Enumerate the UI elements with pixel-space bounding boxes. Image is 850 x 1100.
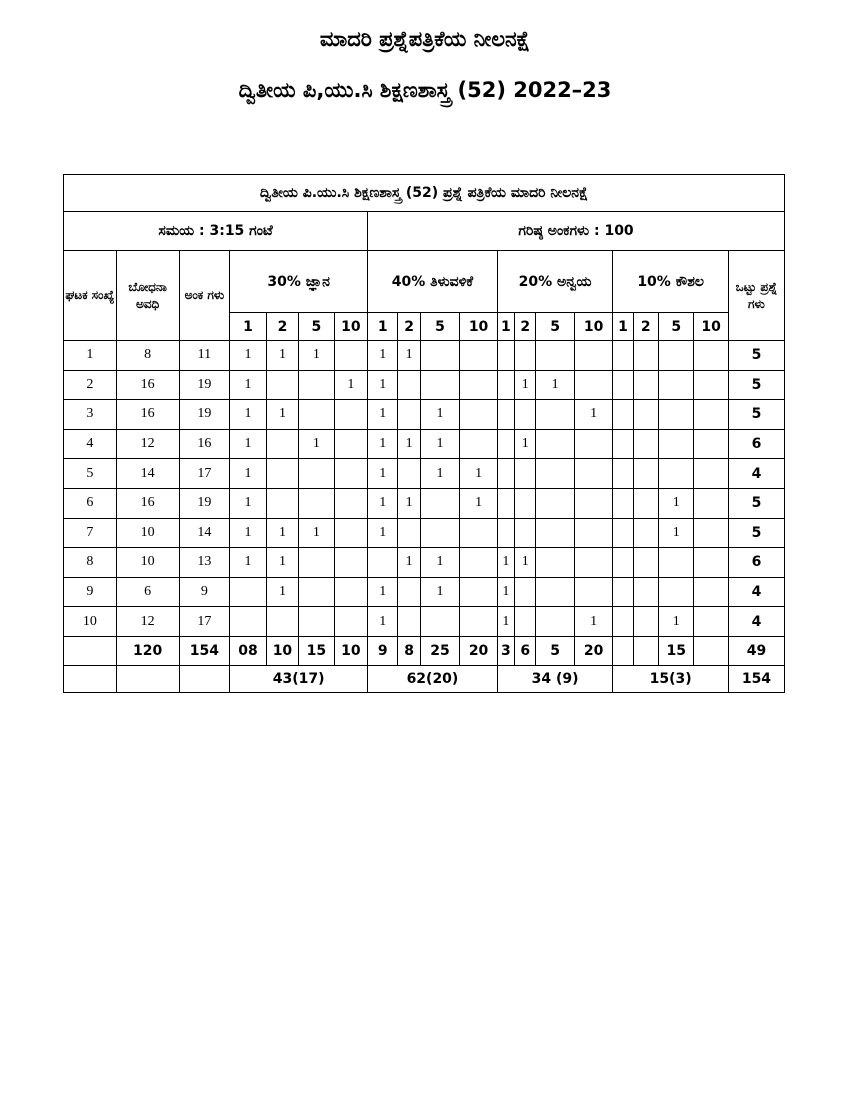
- table-cell: 10: [64, 607, 117, 637]
- table-cell: 1: [299, 341, 334, 371]
- table-cell: [633, 429, 658, 459]
- total-cell: 25: [420, 636, 460, 665]
- table-cell: [497, 370, 514, 400]
- table-cell: 17: [179, 607, 230, 637]
- skill-total: 15(3): [613, 665, 729, 692]
- subheader-cell: 2: [515, 313, 536, 341]
- table-cell: 1: [398, 341, 420, 371]
- table-cell: [334, 400, 367, 430]
- table-cell: 1: [334, 370, 367, 400]
- table-cell: 1: [536, 370, 575, 400]
- table-cell: [633, 341, 658, 371]
- table-cell: [398, 577, 420, 607]
- table-cell: 6: [728, 429, 784, 459]
- table-cell: [694, 607, 728, 637]
- table-cell: [694, 518, 728, 548]
- table-cell: [368, 548, 398, 578]
- total-cell: 20: [574, 636, 613, 665]
- table-cell: 9: [64, 577, 117, 607]
- table-cell: 1: [420, 400, 460, 430]
- table-cell: [334, 459, 367, 489]
- table-cell: [460, 518, 498, 548]
- table-cell: 5: [728, 370, 784, 400]
- total-cell: 10: [334, 636, 367, 665]
- table-cell: [536, 548, 575, 578]
- table-cell: 1: [230, 488, 266, 518]
- table-cell: 5: [728, 488, 784, 518]
- table-row: [64, 548, 785, 578]
- table-cell: 1: [574, 607, 613, 637]
- table-cell: [694, 488, 728, 518]
- table-cell: [515, 341, 536, 371]
- subheader-cell: 5: [536, 313, 575, 341]
- table-cell: 1: [515, 548, 536, 578]
- subheader-cell: 10: [334, 313, 367, 341]
- table-row: [64, 607, 785, 637]
- table-cell: 1: [266, 548, 298, 578]
- table-cell: [398, 607, 420, 637]
- table-cell: [299, 488, 334, 518]
- table-cell: 19: [179, 400, 230, 430]
- table-cell: [299, 400, 334, 430]
- table-cell: [515, 400, 536, 430]
- table-cell: 1: [497, 548, 514, 578]
- total-cell: 3: [497, 636, 514, 665]
- empty-cell: [179, 665, 230, 692]
- table-cell: 12: [116, 607, 179, 637]
- total-cell: [613, 636, 633, 665]
- table-cell: 1: [368, 607, 398, 637]
- table-cell: 17: [179, 459, 230, 489]
- table-cell: [574, 577, 613, 607]
- table-cell: [536, 488, 575, 518]
- table-cell: [613, 607, 633, 637]
- table-cell: 1: [230, 400, 266, 430]
- subheader-cell: 2: [398, 313, 420, 341]
- table-cell: [658, 577, 693, 607]
- table-cell: 1: [230, 370, 266, 400]
- table-cell: 1: [266, 518, 298, 548]
- table-cell: [633, 370, 658, 400]
- table-cell: [460, 370, 498, 400]
- table-cell: 1: [658, 488, 693, 518]
- table-row: [64, 488, 785, 518]
- total-cell: [64, 636, 117, 665]
- table-cell: [398, 459, 420, 489]
- table-cell: [515, 607, 536, 637]
- application-total: 34 (9): [497, 665, 613, 692]
- total-cell: 5: [536, 636, 575, 665]
- table-cell: 1: [368, 400, 398, 430]
- subheader-cell: 1: [230, 313, 266, 341]
- total-cell: 49: [728, 636, 784, 665]
- table-cell: [658, 400, 693, 430]
- table-cell: [694, 429, 728, 459]
- table-cell: [334, 488, 367, 518]
- subheader-cell: 10: [574, 313, 613, 341]
- table-cell: [497, 488, 514, 518]
- table-cell: 6: [64, 488, 117, 518]
- subheader-cell: 10: [694, 313, 728, 341]
- table-cell: [420, 370, 460, 400]
- table-cell: 16: [116, 400, 179, 430]
- table-cell: [299, 607, 334, 637]
- table-cell: 1: [230, 341, 266, 371]
- table-cell: 7: [64, 518, 117, 548]
- table-cell: [536, 429, 575, 459]
- table-cell: 4: [728, 459, 784, 489]
- table-cell: 1: [368, 341, 398, 371]
- table-cell: 4: [64, 429, 117, 459]
- table-cell: [497, 459, 514, 489]
- table-cell: 5: [728, 341, 784, 371]
- table-cell: [633, 459, 658, 489]
- table-cell: 8: [64, 548, 117, 578]
- table-cell: [633, 400, 658, 430]
- table-cell: [460, 548, 498, 578]
- table-cell: [460, 577, 498, 607]
- application-group-header: 20% ಅನ್ವಯ: [497, 251, 613, 313]
- table-cell: 1: [368, 370, 398, 400]
- table-cell: [694, 400, 728, 430]
- table-cell: 1: [368, 459, 398, 489]
- table-cell: 1: [64, 341, 117, 371]
- table-cell: [398, 370, 420, 400]
- table-cell: 3: [64, 400, 117, 430]
- table-cell: 1: [398, 429, 420, 459]
- table-cell: [613, 459, 633, 489]
- table-cell: [613, 488, 633, 518]
- table-cell: 14: [116, 459, 179, 489]
- understanding-total: 62(20): [368, 665, 498, 692]
- page-title: ಮಾದರಿ ಪ್ರಶ್ನೆಪತ್ರಿಕೆಯ ನೀಲನಕ್ಷೆ: [319, 27, 531, 51]
- table-cell: [633, 577, 658, 607]
- skill-group-header: 10% ಕೌಶಲ: [613, 251, 729, 313]
- knowledge-total: 43(17): [230, 665, 368, 692]
- table-cell: 10: [116, 548, 179, 578]
- table-cell: [266, 429, 298, 459]
- table-cell: [460, 341, 498, 371]
- table-cell: [536, 341, 575, 371]
- table-cell: 10: [116, 518, 179, 548]
- time-label: ಸಮಯ : 3:15 ಗಂಟೆ: [64, 212, 368, 251]
- table-cell: [694, 577, 728, 607]
- total-cell: 08: [230, 636, 266, 665]
- table-cell: [536, 400, 575, 430]
- table-cell: [398, 518, 420, 548]
- table-cell: 6: [728, 548, 784, 578]
- table-cell: 4: [728, 577, 784, 607]
- table-cell: [613, 548, 633, 578]
- table-cell: [613, 341, 633, 371]
- table-cell: [536, 459, 575, 489]
- table-cell: 1: [266, 577, 298, 607]
- table-cell: [334, 577, 367, 607]
- subheader-cell: 2: [633, 313, 658, 341]
- table-cell: [334, 429, 367, 459]
- total-cell: 10: [266, 636, 298, 665]
- table-cell: [613, 429, 633, 459]
- subheader-cell: 5: [299, 313, 334, 341]
- table-cell: 1: [299, 518, 334, 548]
- table-cell: 1: [420, 577, 460, 607]
- table-cell: [230, 607, 266, 637]
- total-cell: [694, 636, 728, 665]
- table-cell: 1: [658, 518, 693, 548]
- table-cell: 1: [230, 518, 266, 548]
- table-cell: [694, 459, 728, 489]
- total-cell: 9: [368, 636, 398, 665]
- total-cell: 6: [515, 636, 536, 665]
- empty-cell: [64, 665, 117, 692]
- table-row: [64, 370, 785, 400]
- table-cell: 1: [368, 518, 398, 548]
- table-cell: 1: [497, 607, 514, 637]
- table-cell: 1: [230, 548, 266, 578]
- table-cell: [574, 341, 613, 371]
- table-cell: 8: [116, 341, 179, 371]
- table-cell: 12: [116, 429, 179, 459]
- table-cell: [420, 488, 460, 518]
- table-cell: 1: [497, 577, 514, 607]
- table-cell: [299, 459, 334, 489]
- table-cell: 14: [179, 518, 230, 548]
- table-row: [64, 459, 785, 489]
- table-cell: [658, 429, 693, 459]
- table-cell: 13: [179, 548, 230, 578]
- table-cell: [613, 577, 633, 607]
- table-cell: [536, 518, 575, 548]
- table-cell: [694, 548, 728, 578]
- table-cell: 1: [266, 400, 298, 430]
- table-row: [64, 577, 785, 607]
- table-cell: [633, 488, 658, 518]
- table-heading: ದ್ವಿತೀಯ ಪಿ.ಯು.ಸಿ ಶಿಕ್ಷಣಶಾಸ್ತ್ರ (52) ಪ್ರಶ್ನೆ ಪತ್ರಿಕೆಯ ಮಾದರಿ ನೀಲನಕ್ಷೆ: [64, 175, 785, 212]
- table-cell: 1: [266, 341, 298, 371]
- table-cell: [536, 607, 575, 637]
- subheader-cell: 5: [658, 313, 693, 341]
- table-cell: 16: [116, 488, 179, 518]
- table-cell: 1: [299, 429, 334, 459]
- table-cell: [334, 548, 367, 578]
- max-marks-label: ಗರಿಷ್ಠ ಅಂಕಗಳು : 100: [368, 212, 785, 251]
- table-cell: [266, 607, 298, 637]
- table-cell: [460, 429, 498, 459]
- table-cell: [334, 607, 367, 637]
- table-cell: [658, 370, 693, 400]
- table-cell: [633, 548, 658, 578]
- table-cell: 11: [179, 341, 230, 371]
- subheader-cell: 1: [613, 313, 633, 341]
- table-cell: [633, 607, 658, 637]
- table-cell: 5: [728, 400, 784, 430]
- table-cell: 1: [460, 488, 498, 518]
- total-cell: 120: [116, 636, 179, 665]
- table-cell: 6: [116, 577, 179, 607]
- table-cell: 2: [64, 370, 117, 400]
- table-cell: [515, 518, 536, 548]
- subheader-cell: 2: [266, 313, 298, 341]
- table-cell: [334, 518, 367, 548]
- table-cell: [574, 370, 613, 400]
- table-cell: [497, 341, 514, 371]
- table-row: [64, 429, 785, 459]
- table-cell: 1: [230, 429, 266, 459]
- table-cell: 1: [658, 607, 693, 637]
- table-cell: [574, 488, 613, 518]
- table-cell: 1: [398, 488, 420, 518]
- table-cell: [299, 577, 334, 607]
- total-cell: [633, 636, 658, 665]
- marks-header: ಅಂಕ ಗಳು: [179, 251, 230, 341]
- table-cell: [334, 341, 367, 371]
- total-cell: 15: [658, 636, 693, 665]
- table-cell: [574, 429, 613, 459]
- table-cell: [694, 341, 728, 371]
- table-cell: [574, 459, 613, 489]
- table-cell: [497, 518, 514, 548]
- total-cell: 15: [299, 636, 334, 665]
- knowledge-group-header: 30% ಜ್ಞಾನ: [230, 251, 368, 313]
- table-cell: [460, 607, 498, 637]
- table-cell: [398, 400, 420, 430]
- table-cell: [299, 370, 334, 400]
- total-questions-header: ಒಟ್ಟು ಪ್ರಶ್ನೆ ಗಳು: [728, 251, 784, 341]
- table-cell: 19: [179, 370, 230, 400]
- understanding-group-header: 40% ತಿಳುವಳಿಕೆ: [368, 251, 498, 313]
- table-cell: [694, 370, 728, 400]
- table-row: [64, 341, 785, 371]
- table-cell: [633, 518, 658, 548]
- table-cell: 5: [728, 518, 784, 548]
- table-cell: 1: [398, 548, 420, 578]
- table-cell: 16: [116, 370, 179, 400]
- table-cell: [574, 548, 613, 578]
- table-cell: 1: [420, 429, 460, 459]
- table-cell: [515, 459, 536, 489]
- table-cell: [420, 518, 460, 548]
- table-cell: 1: [515, 370, 536, 400]
- table-cell: [574, 518, 613, 548]
- table-cell: [420, 607, 460, 637]
- table-cell: [497, 429, 514, 459]
- table-row: [64, 518, 785, 548]
- table-cell: 1: [368, 429, 398, 459]
- table-cell: [613, 370, 633, 400]
- blueprint-table: [63, 174, 785, 693]
- total-cell: 20: [460, 636, 498, 665]
- table-cell: [613, 400, 633, 430]
- table-cell: [515, 577, 536, 607]
- table-cell: [613, 518, 633, 548]
- table-cell: [497, 400, 514, 430]
- empty-cell: [116, 665, 179, 692]
- table-cell: 1: [368, 577, 398, 607]
- table-cell: 1: [420, 548, 460, 578]
- table-cell: 1: [230, 459, 266, 489]
- table-cell: [299, 548, 334, 578]
- table-cell: 1: [574, 400, 613, 430]
- table-cell: 1: [515, 429, 536, 459]
- table-cell: 9: [179, 577, 230, 607]
- table-cell: [658, 341, 693, 371]
- table-cell: [460, 400, 498, 430]
- table-cell: [266, 488, 298, 518]
- group-totals-row: [64, 665, 785, 692]
- table-cell: [515, 488, 536, 518]
- subheader-cell: 10: [460, 313, 498, 341]
- table-cell: [266, 459, 298, 489]
- table-row: [64, 400, 785, 430]
- table-cell: [536, 577, 575, 607]
- table-cell: 1: [420, 459, 460, 489]
- table-cell: [658, 548, 693, 578]
- table-cell: [266, 370, 298, 400]
- table-cell: [230, 577, 266, 607]
- grand-total: 154: [728, 665, 784, 692]
- total-cell: 154: [179, 636, 230, 665]
- page-subtitle: ದ್ವಿತೀಯ ಪಿ,ಯು.ಸಿ ಶಿಕ್ಷಣಶಾಸ್ತ್ರ (52) 2022–23: [238, 78, 612, 102]
- table-cell: 4: [728, 607, 784, 637]
- total-cell: 8: [398, 636, 420, 665]
- teaching-period-header: ಬೋಧನಾ ಅವಧಿ: [116, 251, 179, 341]
- table-cell: 5: [64, 459, 117, 489]
- table-cell: [420, 341, 460, 371]
- subheader-cell: 1: [497, 313, 514, 341]
- table-cell: 1: [368, 488, 398, 518]
- table-cell: 19: [179, 488, 230, 518]
- table-cell: 1: [460, 459, 498, 489]
- subheader-cell: 5: [420, 313, 460, 341]
- totals-row: [64, 636, 785, 665]
- unit-number-header: ಘಟಕ ಸಂಖ್ಯೆ: [64, 251, 117, 341]
- table-cell: [658, 459, 693, 489]
- subheader-cell: 1: [368, 313, 398, 341]
- table-cell: 16: [179, 429, 230, 459]
